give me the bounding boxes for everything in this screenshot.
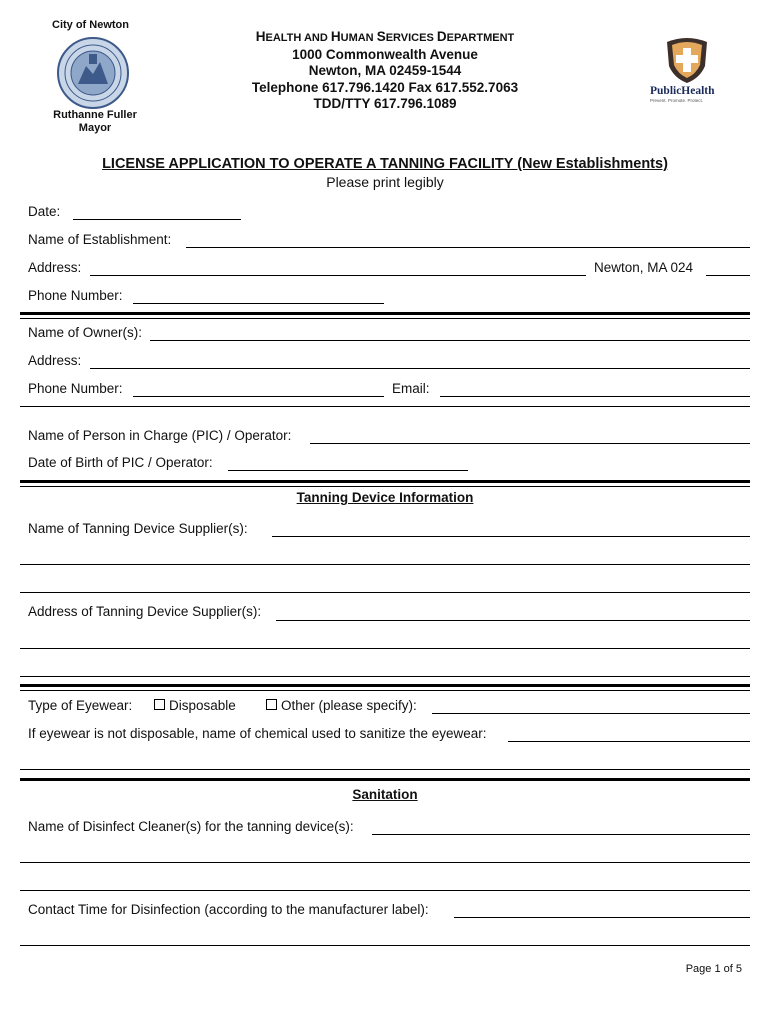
logo-name: PublicHealth (650, 85, 715, 97)
form-subtitle: Please print legibly (326, 174, 444, 190)
supplier-name-field-line[interactable] (20, 592, 750, 593)
phone-field[interactable] (133, 303, 384, 304)
department-tdd: TDD/TTY 617.796.1089 (313, 96, 457, 111)
section-divider (20, 778, 750, 781)
email-label: Email: (392, 381, 430, 396)
owner-address-field[interactable] (90, 368, 750, 369)
address-label: Address: (28, 260, 82, 275)
contact-time-field-line[interactable] (20, 945, 750, 946)
date-label: Date: (28, 204, 61, 219)
email-field[interactable] (440, 396, 750, 397)
address-city-suffix: Newton, MA 024 (594, 260, 694, 275)
pic-field[interactable] (310, 443, 750, 444)
other-checkbox[interactable] (266, 699, 277, 710)
establishment-label: Name of Establishment: (28, 232, 172, 247)
other-label: Other (please specify): (281, 698, 417, 713)
supplier-address-field[interactable] (276, 620, 750, 621)
section-divider-thin (20, 406, 750, 407)
supplier-address-label: Address of Tanning Device Supplier(s): (28, 604, 262, 619)
owner-label: Name of Owner(s): (28, 325, 143, 340)
sanitation-section-heading: Sanitation (352, 787, 418, 802)
phone-label: Phone Number: (28, 288, 123, 303)
chemical-label: If eyewear is not disposable, name of chemical used to sanitize the eyewear: (28, 726, 487, 741)
page-number: Page 1 of 5 (685, 963, 742, 975)
section-divider-thin (20, 690, 750, 691)
pic-label: Name of Person in Charge (PIC) / Operator: (28, 428, 292, 443)
city-name: City of Newton (52, 19, 129, 31)
department-address (215, 29, 555, 113)
shield-cross-icon (662, 34, 712, 84)
disposable-label: Disposable (169, 698, 236, 713)
zip-suffix-field[interactable] (706, 275, 750, 276)
eyewear-type-label: Type of Eyewear: (28, 698, 133, 713)
section-divider-thin (20, 486, 750, 487)
date-field[interactable] (73, 219, 241, 220)
supplier-name-field[interactable] (272, 536, 750, 537)
public-health-logo (648, 34, 728, 104)
disposable-option[interactable] (154, 698, 236, 713)
logo-tagline: Prevent. Promote. Protect. (650, 98, 704, 103)
supplier-address-field-line[interactable] (20, 676, 750, 677)
cleaner-field[interactable] (372, 834, 750, 835)
department-name: HEALTH AND HUMAN SERVICES DEPARTMENT (255, 29, 515, 44)
department-city: Newton, MA 02459-1544 (308, 63, 462, 78)
owner-phone-label: Phone Number: (28, 381, 123, 396)
city-seal-icon (56, 36, 130, 110)
mayor-block (40, 109, 150, 135)
owner-field[interactable] (150, 340, 750, 341)
pic-dob-label: Date of Birth of PIC / Operator: (28, 455, 213, 470)
supplier-address-field-line[interactable] (20, 648, 750, 649)
other-specify-field[interactable] (432, 713, 750, 714)
supplier-name-label: Name of Tanning Device Supplier(s): (28, 521, 248, 536)
pic-dob-field[interactable] (228, 470, 468, 471)
form-title: LICENSE APPLICATION TO OPERATE A TANNING FACILITY (New Establishments) (102, 156, 668, 172)
mayor-title: Mayor (78, 122, 112, 134)
supplier-name-field-line[interactable] (20, 564, 750, 565)
cleaner-label: Name of Disinfect Cleaner(s) for the tanning device(s): (28, 819, 354, 834)
section-divider (20, 312, 750, 315)
cleaner-field-line[interactable] (20, 890, 750, 891)
establishment-field[interactable] (186, 247, 750, 248)
section-divider-thin (20, 318, 750, 319)
disposable-checkbox[interactable] (154, 699, 165, 710)
address-field[interactable] (90, 275, 586, 276)
section-divider (20, 684, 750, 687)
chemical-field[interactable] (508, 741, 750, 742)
section-divider (20, 480, 750, 483)
department-street: 1000 Commonwealth Avenue (292, 46, 478, 62)
chemical-field-line[interactable] (20, 769, 750, 770)
mayor-name: Ruthanne Fuller (53, 109, 137, 121)
owner-address-label: Address: (28, 353, 82, 368)
cleaner-field-line[interactable] (20, 862, 750, 863)
contact-time-label: Contact Time for Disinfection (according to the manufacturer label): (28, 902, 429, 917)
contact-time-field[interactable] (454, 917, 750, 918)
owner-phone-field[interactable] (133, 396, 384, 397)
tanning-section-heading: Tanning Device Information (296, 490, 474, 505)
department-phone-fax: Telephone 617.796.1420 Fax 617.552.7063 (251, 79, 519, 95)
other-option[interactable] (266, 698, 417, 713)
